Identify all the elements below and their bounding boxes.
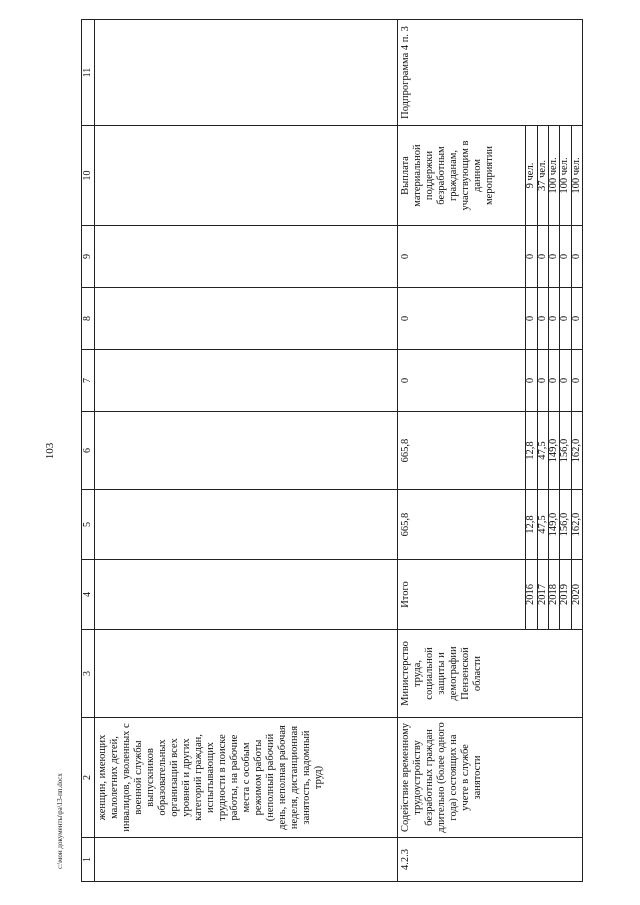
header-col-11: 11 bbox=[82, 20, 95, 126]
year-col10: 100 чел. bbox=[560, 126, 571, 226]
year-col8: 0 bbox=[560, 288, 571, 350]
year-col6: 156,0 bbox=[560, 412, 571, 490]
header-col-1: 1 bbox=[82, 838, 95, 882]
year-col5: 162,0 bbox=[571, 490, 582, 560]
year-col7: 0 bbox=[548, 350, 559, 412]
year-col8: 0 bbox=[537, 288, 548, 350]
continuation-row bbox=[95, 20, 398, 882]
year-col8: 0 bbox=[526, 288, 537, 350]
total-col8: 0 bbox=[398, 288, 526, 350]
year-col9: 0 bbox=[548, 226, 559, 288]
header-col-10: 10 bbox=[82, 126, 95, 226]
year-col5: 149,0 bbox=[548, 490, 559, 560]
indicator-text: Выплата материальной поддержки безработным гражданам, участвующим в данном мероприятии bbox=[398, 126, 526, 226]
total-label: Итого bbox=[398, 560, 526, 630]
total-col7: 0 bbox=[398, 350, 526, 412]
total-col9: 0 bbox=[398, 226, 526, 288]
year-col6: 149,0 bbox=[548, 412, 559, 490]
total-col6: 665,8 bbox=[398, 412, 526, 490]
year-label: 2020 bbox=[571, 560, 582, 630]
year-col7: 0 bbox=[560, 350, 571, 412]
year-label: 2016 bbox=[526, 560, 537, 630]
row-4-2-3-total bbox=[398, 20, 526, 882]
year-col10: 37 чел. bbox=[537, 126, 548, 226]
year-col8: 0 bbox=[571, 288, 582, 350]
total-col5: 665,8 bbox=[398, 490, 526, 560]
year-label: 2017 bbox=[537, 560, 548, 630]
year-col10: 9 чел. bbox=[526, 126, 537, 226]
year-col5: 156,0 bbox=[560, 490, 571, 560]
header-col-8: 8 bbox=[82, 288, 95, 350]
year-col5: 47,5 bbox=[537, 490, 548, 560]
year-col9: 0 bbox=[526, 226, 537, 288]
header-col-5: 5 bbox=[82, 490, 95, 560]
footer-file-path: c:\мои документы\ра\13-пп.docx bbox=[56, 773, 64, 869]
year-col9: 0 bbox=[560, 226, 571, 288]
header-col-3: 3 bbox=[82, 630, 95, 718]
header-col-9: 9 bbox=[82, 226, 95, 288]
year-col5: 12,8 bbox=[526, 490, 537, 560]
continuation-description: женщин, имеющих малолетних детей, инвалидов, уволенных с военной службы выпускников образовательных организаций всех уровней и других категорий граждан, испытывающих трудности в поиске работы, на рабочие места с особым режимом работы (неполный рабочий день, неполная рабочая неделя, дистанционная занятость, надомный труд) bbox=[95, 718, 398, 838]
row-number: 4.2.3 bbox=[398, 838, 583, 882]
header-row bbox=[82, 20, 95, 882]
year-col8: 0 bbox=[548, 288, 559, 350]
row-executor: Министерство труда, социальной защиты и демографии Пензенской области bbox=[398, 630, 583, 718]
year-col10: 100 чел. bbox=[548, 126, 559, 226]
year-col7: 0 bbox=[571, 350, 582, 412]
year-col7: 0 bbox=[526, 350, 537, 412]
header-col-6: 6 bbox=[82, 412, 95, 490]
year-label: 2018 bbox=[548, 560, 559, 630]
row-description: Содействие временному трудоустройству безработных граждан длительно (более одного года) состоящих на учете в службе занятости bbox=[398, 718, 583, 838]
year-col6: 47,5 bbox=[537, 412, 548, 490]
year-col10: 100 чел. bbox=[571, 126, 582, 226]
program-table bbox=[81, 20, 581, 882]
header-col-4: 4 bbox=[82, 560, 95, 630]
header-col-2: 2 bbox=[82, 718, 95, 838]
year-col6: 12,8 bbox=[526, 412, 537, 490]
year-col9: 0 bbox=[537, 226, 548, 288]
year-col9: 0 bbox=[571, 226, 582, 288]
header-col-7: 7 bbox=[82, 350, 95, 412]
year-col6: 162,0 bbox=[571, 412, 582, 490]
subprogram-ref: Подпрограмма 4 п. 3 bbox=[398, 20, 583, 126]
year-label: 2019 bbox=[560, 560, 571, 630]
page-number: 103 bbox=[44, 442, 56, 460]
year-col7: 0 bbox=[537, 350, 548, 412]
